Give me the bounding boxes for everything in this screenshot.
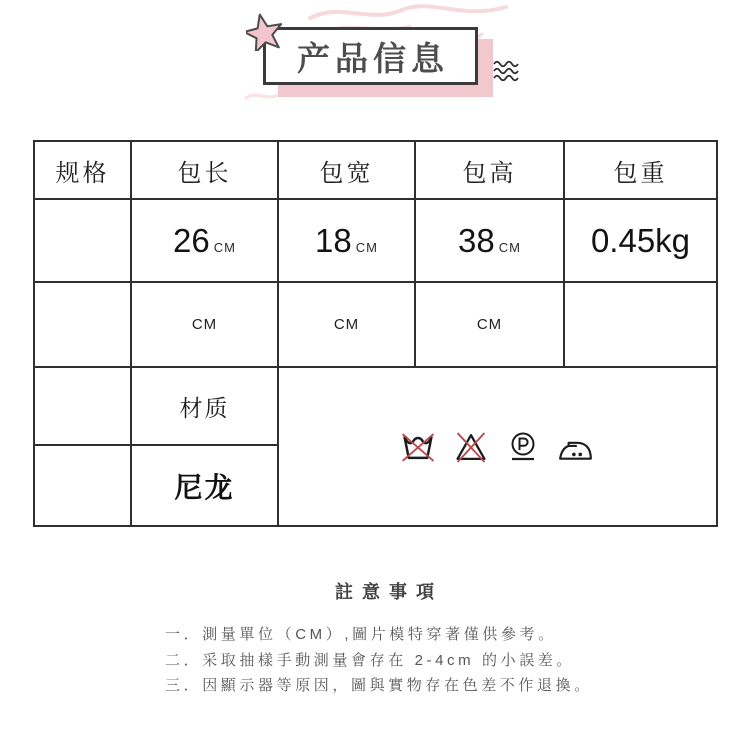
unit-label: CM xyxy=(191,315,218,333)
width-unit: CM xyxy=(355,239,378,255)
material-label: 材质 xyxy=(179,394,230,421)
do-not-wash-icon xyxy=(401,431,435,463)
length-value: 26 xyxy=(173,221,210,259)
col-header-height: 包高 xyxy=(415,141,564,199)
empty-cell xyxy=(564,282,717,367)
header-banner xyxy=(0,0,750,120)
height-value: 38 xyxy=(458,221,495,259)
height-unit: CM xyxy=(498,239,521,255)
material-label-row xyxy=(34,367,717,445)
dry-clean-p-icon xyxy=(507,431,539,463)
waves-icon xyxy=(493,60,521,84)
empty-cell xyxy=(34,367,131,445)
material-label-cell xyxy=(131,367,278,445)
spec-value-row xyxy=(34,199,717,282)
notes-heading: 註意事項 xyxy=(335,582,443,602)
unit-cell xyxy=(131,282,278,367)
unit-label: CM xyxy=(476,315,503,333)
iron-two-dots-icon xyxy=(558,432,594,462)
material-value: 尼龙 xyxy=(174,471,235,503)
weight-value: 0.45kg xyxy=(590,221,691,259)
spec-unit-row xyxy=(34,282,717,367)
col-header-weight: 包重 xyxy=(564,141,717,199)
col-header-width: 包宽 xyxy=(278,141,415,199)
width-value: 18 xyxy=(315,221,352,259)
page-title: 产品信息 xyxy=(297,39,449,77)
col-header-length: 包长 xyxy=(131,141,278,199)
title-box xyxy=(263,27,478,85)
col-header-spec: 规格 xyxy=(34,141,131,199)
empty-cell xyxy=(34,199,131,282)
notes-list xyxy=(165,622,725,699)
note-item-2: 二．采取抽樣手動測量會存在 2-4cm 的小誤差。 xyxy=(165,651,576,669)
unit-cell xyxy=(278,282,415,367)
do-not-bleach-icon xyxy=(454,431,488,463)
note-item-1: 一．測量單位（CM）,圖片模特穿著僅供參考。 xyxy=(165,626,557,643)
value-cell-weight xyxy=(564,199,717,282)
care-symbols-cell xyxy=(278,367,717,526)
empty-cell xyxy=(34,282,131,367)
value-cell-height xyxy=(415,199,564,282)
star-icon xyxy=(246,7,290,51)
value-cell-length xyxy=(131,199,278,282)
spec-table xyxy=(33,140,718,527)
value-cell-width xyxy=(278,199,415,282)
unit-cell xyxy=(415,282,564,367)
unit-label: CM xyxy=(333,315,360,333)
spec-header-row xyxy=(34,141,717,199)
length-unit: CM xyxy=(213,239,236,255)
material-value-cell xyxy=(131,445,278,526)
empty-cell xyxy=(34,445,131,526)
note-item-3: 三．因顯示器等原因，圖與實物存在色差不作退換。 xyxy=(165,677,593,694)
